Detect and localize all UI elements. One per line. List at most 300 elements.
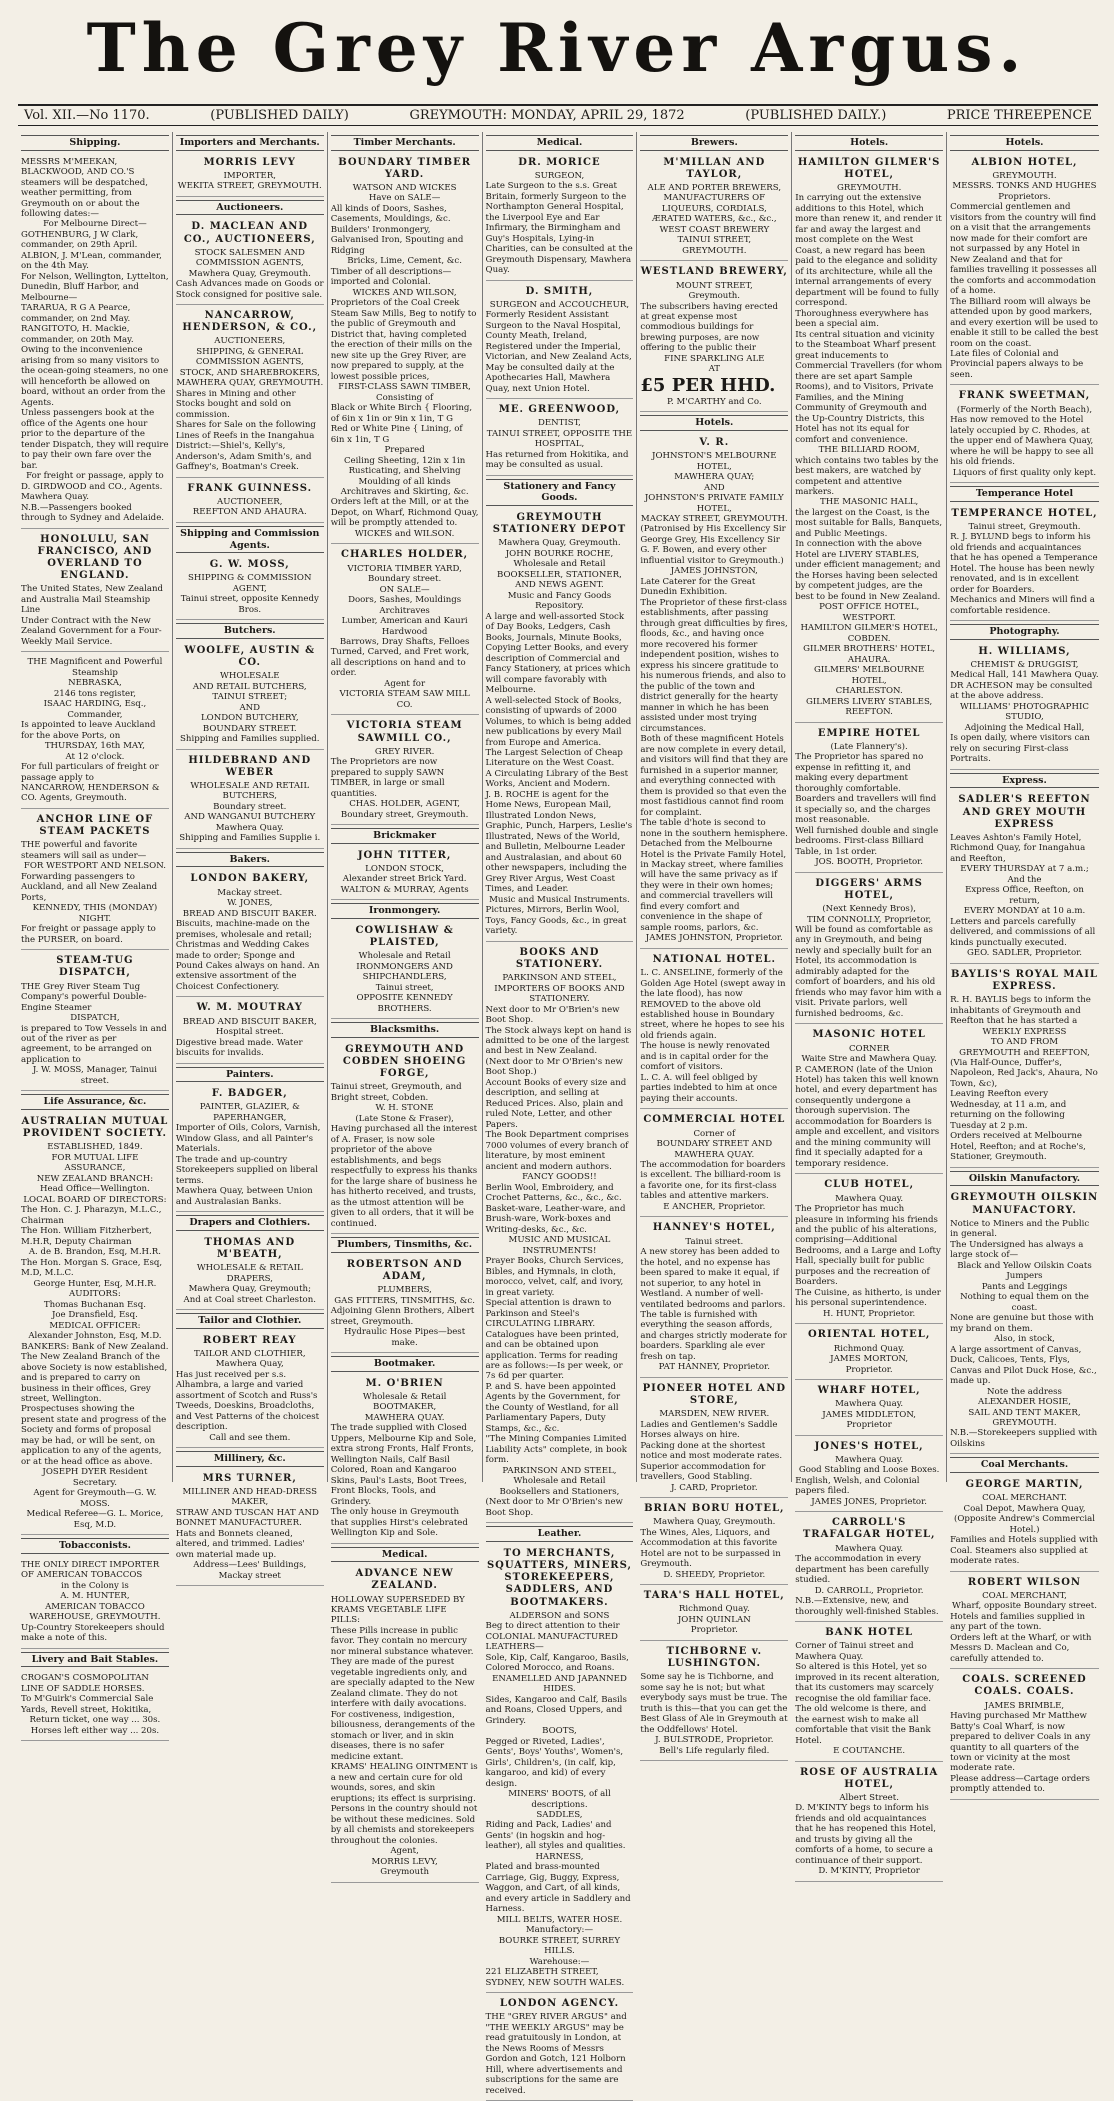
section-heading: Livery and Bait Stables.	[21, 1652, 169, 1668]
advertisement-line: Prospectuses showing the present state and progress of the Society and forms of proposal may be had, or will be sent, on application to any of the agents, or at the head office as above.	[21, 1404, 167, 1467]
advertisement-line: (Via Half-Ounce, Duffer's, Napoleon, Red Jack's, Ahaura, No Town, &c),	[950, 1058, 1098, 1089]
advertisement-line: Proprietors of the Coal Creek Steam Saw Mills, Beg to notify to the public of Greymouth and District that, having completed the erection of their mills on the new site up the Grey River, are now prepared to supply, at the lowest possible prices,	[330, 298, 477, 382]
advertisement	[486, 1545, 634, 1993]
advertisement	[795, 1326, 943, 1380]
advertisement-title: V. R.	[699, 436, 730, 448]
advertisement	[331, 1256, 479, 1353]
advertisement-line: GILMERS' MELBOURNE HOTEL,	[813, 665, 925, 686]
advertisement-line: P. CAMERON (late of the Union Hotel) has taken this well known hotel, and every department has consequently undergone a thorough supervision. The accommodation for Boarders is ample and excellent, and visitors and the mining community will find it specially adapted for a temporary residence.	[795, 1064, 940, 1169]
advertisement	[795, 154, 943, 723]
advertisement-line: TAINUI STREET,	[677, 235, 752, 246]
advertisement-title: COWLISHAW & PLAISTED,	[355, 924, 454, 949]
advertisement-line: SADDLES,	[536, 1809, 583, 1820]
advertisement-line: Have on SALE—	[368, 193, 441, 204]
advertisement-line: W. H. STONE	[375, 1103, 434, 1114]
advertisement-title: SADLER'S REEFTON AND GREY MOUTH EXPRESS	[958, 794, 1091, 830]
advertisement-line: FANCY GOODS!!	[522, 1172, 597, 1183]
column-1	[18, 132, 173, 1736]
advertisement-line: N.B.—Extensive, new, and thoroughly well-finished Stables.	[795, 1596, 939, 1617]
advertisement	[21, 531, 169, 653]
advertisement-line: 221 ELIZABETH STREET, SYDNEY, NEW SOUTH WALES.	[485, 1967, 625, 1988]
advertisement	[640, 1380, 788, 1498]
advertisement-line: MILL BELTS, WATER HOSE.	[496, 1914, 623, 1925]
advertisement-line: Return ticket, one way ... 30s.	[29, 1715, 161, 1726]
advertisement-line: For Melbourne Direct—	[43, 219, 147, 230]
advertisement-line: Turned, Carved, and Fret work, all descriptions on hand and to order.	[330, 647, 470, 679]
advertisement-line: AUCTIONEERS,	[214, 336, 286, 347]
advertisement-line: MUSIC AND MUSICAL INSTRUMENTS!	[508, 1235, 611, 1256]
advertisement-line: Bell's Life regularly filed.	[659, 1745, 770, 1756]
advertisement-line: The Proprietors are now prepared to supply SAWN TIMBER, in large or small quantities.	[330, 757, 445, 799]
advertisement-title: ANCHOR LINE OF STEAM PACKETS	[36, 813, 154, 838]
advertisement-line: NANCARROW, HENDERSON & CO. Agents, Greymouth.	[21, 783, 160, 804]
advertisement-line: For freight or passage, apply to	[26, 471, 164, 482]
advertisement-title: ROSE OF AUSTRALIA HOTEL,	[799, 1766, 939, 1790]
advertisement-line: (Late Stone & Fraser),	[355, 1113, 454, 1124]
advertisement-line: JOHNSTON'S MELBOURNE HOTEL,	[652, 451, 777, 472]
advertisement-line: TAINUI STREET, OPPOSITE THE HOSPITAL,	[486, 428, 633, 450]
advertisement-line: Under Contract with the New Zealand Government for a Four-Weekly Mail Service.	[21, 615, 162, 647]
advertisement-line: Will be found as comfortable as any in Greymouth, and being newly and specially built for an Hotel, its accommodation is admirably adapted for the comfort of boarders, and his old friends who may favor him with a visit. Private parlors, well furnished bedrooms, &c.	[795, 925, 942, 1019]
advertisement-line: Greymouth.	[688, 291, 741, 302]
advertisement-line: Please address—Cartage orders promptly attended to.	[950, 1773, 1090, 1795]
advertisement	[176, 307, 324, 478]
advertisement-line: Is open daily, where visitors can rely on securing First-class Portraits.	[950, 733, 1090, 765]
section-heading: Painters.	[176, 1067, 324, 1083]
advertisement	[950, 505, 1099, 622]
advertisement-title: HAMILTON GILMER'S HOTEL,	[797, 156, 941, 180]
column-2	[173, 132, 328, 1581]
advertisement-title: M'MILLAN AND TAYLOR,	[663, 156, 766, 180]
advertisement-line: GREYMOUTH.	[992, 1418, 1057, 1428]
advertisement-line: GREYMOUTH.	[836, 182, 902, 193]
advertisement-line: A new storey has been added to the hotel, and no expense has been spared to make it equal, if not superior, to any hotel in Westland. A number of well-ventilated bedrooms and parlors. The table is furnished with everything the season affords, and charges strictly moderate for boarders. Sparkling ale ever fresh on tap.	[640, 1247, 787, 1362]
advertisement-line: J. W. MOSS, Manager, Tainui street.	[32, 1065, 158, 1086]
advertisement-line: Having purchased all the interest of A. Fraser, is now sole proprietor of the above establishments, and begs respectfully to express his thanks for the large share of business he has hitherto received, and trusts, as the utmost attention will be given to all orders, that it will be continued.	[330, 1124, 478, 1229]
advertisement-line: W. JONES,	[227, 898, 273, 909]
advertisement-line: THE powerful and favorite steamers will sail as under—	[21, 840, 147, 861]
advertisement-line: MESSRS M'MEEKAN, BLACKWOOD, AND CO.'S steamers will be despatched, weather permitting, from Greymouth on or about the following dates:—	[21, 156, 148, 219]
advertisement	[331, 1375, 479, 1544]
advertisement	[950, 387, 1099, 483]
advertisement-line: J. B. ROCHE is agent for the Home News, European Mail, Illustrated London News, Graphic, Punch, Harpers, Leslie's Illustrated, News of the World, and Bulletin, Melbourne Leader and Australasian, and about 60 other newspapers, including the Grey River Argus, West Coast Times, and Leader.	[485, 789, 633, 895]
advertisement-line: Shares in Mining and other Stocks bought and sold on commission.	[175, 388, 296, 420]
advertisement	[331, 546, 479, 715]
advertisement-line: 2146 tons register,	[53, 688, 137, 699]
advertisement-title: TICHBORNE v. LUSHINGTON.	[666, 1645, 763, 1670]
advertisement-line: AND WANGANUI BUTCHERY	[184, 812, 316, 823]
advertisement-line: TARARUA, R G A Pearce, commander, on 2nd May.	[21, 303, 131, 324]
advertisement-line: EVERY THURSDAY at 7 a.m.;	[960, 864, 1089, 875]
advertisement-line: Agent for Greymouth—G. W. MOSS.	[33, 1488, 157, 1509]
section-heading: Coal Merchants.	[950, 1457, 1099, 1473]
advertisement-title: BOUNDARY TIMBER YARD.	[338, 156, 472, 180]
advertisement-line: Mawhera Quay.	[835, 1543, 904, 1554]
advertisement-line: AND RETAIL BUTCHERS,	[192, 681, 307, 692]
advertisement-line: HARNESS,	[535, 1851, 584, 1862]
advertisement	[795, 1624, 943, 1762]
advertisement	[21, 811, 169, 950]
advertisement-line: STOCK, AND SHAREBROKERS,	[179, 367, 320, 378]
advertisement	[486, 154, 634, 281]
advertisement-line: PLUMBERS,	[377, 1285, 432, 1296]
section-heading: Life Assurance, &c.	[21, 1094, 169, 1110]
advertisement-title: EMPIRE HOTEL	[817, 727, 921, 739]
advertisement-line: Medical Referee—G. L. Morice, Esq, M.D.	[26, 1509, 164, 1530]
advertisement-title: FRANK SWEETMAN,	[958, 390, 1091, 402]
advertisement-title: M. O'BRIEN	[365, 1377, 444, 1389]
advertisement	[331, 1041, 479, 1234]
volume-number: Vol. XII.—No 1170.	[24, 108, 150, 123]
advertisement	[21, 654, 169, 809]
advertisement-line: Liquors of first quality only kept.	[952, 467, 1097, 478]
advertisement-line: PAINTER, GLAZIER, & PAPERHANGER,	[199, 1102, 300, 1123]
advertisement-title: COALS. SCREENED COALS. COALS.	[962, 1674, 1087, 1698]
advertisement-line: BOUNDARY STREET.	[202, 723, 297, 734]
advertisement-line: Packing done at the shortest notice and most moderate rates.	[640, 1440, 783, 1462]
advertisement	[795, 725, 943, 873]
advertisement-line: E COUTANCHE.	[833, 1746, 906, 1757]
section-heading: Oilskin Manufactory.	[950, 1171, 1099, 1187]
advertisement-line: Beg to direct attention to their COLONIAL MANUFACTURED LEATHERS—	[485, 1621, 620, 1653]
advertisement-line: WHOLESALE	[220, 671, 280, 682]
advertisement-line: A. M. HUNTER,	[60, 1591, 130, 1602]
advertisement-line: ALDERSON and SONS	[509, 1610, 610, 1621]
section-heading: Hotels.	[950, 135, 1099, 151]
advertisement-line: The trade supplied with Closed Uppers, Melbourne Kip and Sole, extra strong Fronts, Half Fronts, Wellington Nails, Calf Basil Colored, Roan and Kangaroo Skins, Paul's Lasts, Boot Trees, Front Blocks, Tools, and Grindery.	[330, 1423, 477, 1507]
advertisement-title: F. BADGER,	[211, 1088, 288, 1100]
advertisement-line: HAMILTON GILMER'S HOTEL,	[800, 623, 938, 634]
advertisement-line: SHIPPING & COMMISSION AGENT,	[188, 573, 312, 594]
advertisement-line: AND	[239, 702, 261, 713]
advertisement	[176, 556, 324, 620]
advertisement-line: D. M'KINTY, Proprietor	[818, 1866, 920, 1877]
advertisement-line: Riding and Pack, Ladies' and Gents' (in hogskin and hog-leather), all styles and qualities.	[485, 1820, 626, 1852]
advertisement-line: Alexander Johnston, Esq, M.D.	[28, 1331, 162, 1342]
advertisement-line: Corner of	[693, 1128, 736, 1139]
advertisement-line: For Nelson, Wellington, Lyttelton, Dunedin, Bluff Harbor, and Melbourne—	[21, 271, 169, 303]
section-heading: Bakers.	[176, 852, 324, 868]
advertisement-line: Shares for Sale on the following Lines of Reefs in the Inangahua District:—Shiel's, Kelly's, Anderson's, Adam Smith's, and Gaffney's, Boatman's Creek.	[175, 420, 316, 473]
advertisement-line: FOR MUTUAL LIFE ASSURANCE,	[51, 1152, 139, 1174]
advertisement-line: THE ONLY DIRECT IMPORTER OF AMERICAN TOBACCOS	[21, 1559, 160, 1581]
advertisement-line: ISAAC HARDING, Esq., Commander,	[43, 699, 147, 720]
advertisement-line: Good Stabling and Loose Boxes.	[798, 1465, 940, 1476]
advertisement-line: H. HUNT, Proprietor.	[823, 1308, 916, 1319]
advertisement-line: MANUFACTURERS OF LIQUEURS, CORDIALS,	[661, 193, 767, 214]
advertisement-line: Adjoining Glenn Brothers, Albert street, Greymouth.	[330, 1306, 475, 1327]
advertisement-line: SAIL AND TENT MAKER,	[968, 1407, 1081, 1418]
advertisement-line: The Hon. C. J. Pharazyn, M.L.C., Chairman	[21, 1205, 162, 1226]
advertisement-line: (Patronised by His Excellency Sir George Grey, His Excellency Sir G. F. Bowen, and every other influential visitor to Greymouth.)	[640, 524, 786, 566]
advertisement-line: ENAMELLED AND JAPANNED HIDES.	[492, 1673, 627, 1695]
advertisement-line: MEDICAL OFFICER:	[49, 1320, 141, 1331]
advertisement-line: GEO. SADLER, Proprietor.	[966, 948, 1083, 959]
advertisement-title: BANK HOTEL	[825, 1627, 914, 1639]
advertisement-line: Prepared	[384, 445, 425, 456]
advertisement-line: Has now removed to the Hotel lately occupied by C. Rhodes, at the upper end of Mawhera Quay, where he will be happy to see all his old friends.	[950, 415, 1094, 468]
advertisement	[331, 1565, 479, 1882]
advertisement-line: The accommodation in every department has been carefully studied.	[795, 1554, 929, 1586]
advertisement-line: Nothing to equal them on the coast.	[960, 1292, 1089, 1313]
advertisement	[795, 1176, 943, 1324]
advertisement-title: TARA'S HALL HOTEL,	[643, 1590, 785, 1602]
advertisement-line: At 12 o'clock.	[65, 751, 125, 762]
advertisement	[21, 952, 169, 1091]
advertisement-line: Tainui street, Greymouth, and Bright street, Cobden.	[330, 1082, 462, 1103]
advertisement-title: BRIAN BORU HOTEL,	[644, 1503, 785, 1515]
advertisement-title: JONES'S HOTEL,	[814, 1440, 924, 1452]
advertisement-line: In carrying out the extensive additions to this Hotel, which more than renew it, and render it far and away the largest and most complete on the West Coast, a new regard has been paid to the elegance and solidity of its architecture, while all the internal arrangements of every department will be found to fully correspond.	[795, 193, 942, 309]
advertisement-line: IMPORTER,	[223, 170, 277, 181]
advertisement-line: Wholesale and Retail	[358, 951, 451, 962]
advertisement-line: (Next door to Mr O'Brien's new Boot Shop.)	[485, 1056, 623, 1078]
advertisement-title: BAYLIS'S ROYAL MAIL EXPRESS.	[951, 968, 1098, 992]
section-heading: Medical.	[331, 1547, 479, 1563]
advertisement-line: JAMES JOHNSTON, Proprietor.	[645, 933, 783, 944]
advertisement-title: FRANK GUINNESS.	[187, 482, 313, 494]
advertisement-line: FINE SPARKLING ALE	[664, 353, 765, 364]
advertisement-line: J. BULSTRODE, Proprietor.	[655, 1735, 774, 1746]
advertisement-line: Adjoining the Medical Hall,	[964, 722, 1085, 733]
advertisement-line: SHIPPING, & GENERAL COMMISSION AGENTS,	[195, 346, 304, 368]
advertisement-line: Richmond Quay.	[833, 1343, 905, 1354]
advertisement-title: GREYMOUTH AND COBDEN SHOEING FORGE,	[342, 1043, 467, 1080]
advertisement-line: DISPATCH,	[70, 1013, 120, 1024]
section-heading: Temperance Hotel	[950, 486, 1099, 502]
advertisement-line: THE "GREY RIVER ARGUS" and "THE WEEKLY ARGUS" may be read gratuitously in London, at the News Rooms of Messrs Gordon and Gotch, 121 Holborn Hill, where advertisements and subscriptions for the same are received.	[485, 2012, 627, 2096]
advertisement-line: Having purchased Mr Matthew Batty's Coal Wharf, is now prepared to deliver Coals in any quantity to all quarters of the town or vicinity at the most moderate rate.	[950, 1711, 1091, 1774]
advertisement-line: The Stock always kept on hand is admitted to be one of the largest and best in New Zealand.	[485, 1025, 632, 1057]
advertisement-line: The Wines, Ales, Liquors, and Accommodation at this favorite Hotel are not to be surpassed in Greymouth.	[640, 1527, 781, 1570]
advertisement-line: TAINUI STREET;	[212, 692, 288, 703]
advertisement-title: HANNEY'S HOTEL,	[652, 1222, 776, 1234]
advertisement-line: BOUNDARY STREET AND MAWHERA QUAY.	[656, 1139, 773, 1160]
advertisement	[176, 1332, 324, 1449]
advertisement	[795, 1026, 943, 1174]
advertisement-line: Also, in stock,	[994, 1334, 1055, 1345]
advertisement	[21, 1557, 169, 1649]
advertisement	[795, 1514, 943, 1622]
advertisement-line: Plated and brass-mounted Carriage, Gig, Buggy, Express, Waggon, and Cart, of all kinds, and every article in Saddlery and Harness.	[485, 1862, 631, 1915]
advertisement-title: W. M. MOUTRAY	[196, 1002, 303, 1014]
advertisement-line: Black and Yellow Oilskin Coats	[957, 1260, 1092, 1271]
advertisement-line: TIM CONNOLLY, Proprietor,	[806, 914, 932, 925]
advertisement-line: SURGEON,	[534, 170, 585, 181]
advertisement-title: CLUB HOTEL,	[824, 1179, 915, 1191]
advertisement	[176, 1470, 324, 1587]
advertisement-line: A. de B. Brandon, Esq, M.H.R.	[28, 1247, 161, 1258]
advertisement-line: Well furnished double and single bedrooms. First-class Billiard Table, in 1st order.	[795, 825, 939, 857]
advertisement-line: Wharf, opposite Boundary street.	[952, 1601, 1097, 1612]
advertisement	[176, 480, 324, 523]
advertisement-line: Architraves	[379, 605, 430, 616]
advertisement-line: Head Office—Wellington.	[40, 1184, 150, 1195]
advertisement-line: Hotels and families supplied in any part of the town.	[950, 1611, 1086, 1633]
advertisement-line: Orders left at the Mill, or at the Depot, on Wharf, Richmond Quay, will be promptly attended to.	[330, 497, 479, 529]
advertisement-line: To M'Guirk's Commercial Sale Yards, Revell street, Hokitika,	[21, 1694, 154, 1715]
advertisement-line: The Proprietor of these first-class establishments, after passing through great difficulties by fires, floods, &c., and having once more recovered his former independent position, wishes to express his sincere gratitude to his numerous friends, and also to the public of the town and district generally for the hearty manner in which he has been assisted under most trying circumstances.	[640, 597, 788, 734]
advertisement-line: CHARLESTON.	[835, 686, 903, 697]
advertisement-line: (Late Flannery's).	[830, 741, 908, 752]
advertisement	[640, 1111, 788, 1217]
advertisement-line: JOSEPH DYER Resident Secretary.	[42, 1467, 148, 1488]
advertisement	[950, 154, 1099, 386]
advertisement-line: Boundary street.	[368, 574, 442, 585]
advertisement-line: WEST COAST BREWERY	[659, 224, 770, 235]
advertisement-line: (Formerly of the North Beach),	[956, 404, 1093, 415]
advertisement-line: Horses left either way ... 20s.	[30, 1725, 160, 1736]
advertisement-line: The Book Department comprises 7000 volumes of every branch of literature, by most eminent ancient and modern authors.	[485, 1130, 629, 1172]
advertisement-line: The subscribers having erected at great expense most commodious buildings for brewing purposes, are now offering to the public their	[640, 301, 778, 354]
advertisement-line: So altered is this Hotel, yet so improved in its recent alteration, that its customers may scarcely recognise the old familiar face. The old welcome is there, and the earnest wish to make all comfortable that visit the Bank Hotel.	[795, 1662, 940, 1746]
advertisement-line: MOUNT STREET,	[675, 280, 753, 291]
advertisement-title: VICTORIA STEAM SAWMILL CO.,	[346, 720, 463, 744]
advertisement	[795, 1764, 943, 1882]
advertisement-line: Waite Stre and Mawhera Quay.	[801, 1054, 937, 1065]
advertisement-line: Orders left at the Wharf, or with Messrs D. Maclean and Co, carefully attended to.	[950, 1632, 1092, 1664]
advertisement-line: Black or White Birch { Flooring, of 6in x 1in or 9in x 1in, T G	[330, 403, 473, 424]
advertisement-line: Coal Depot, Mawhera Quay,	[963, 1503, 1086, 1514]
advertisement-line: A large assortment of Canvas, Duck, Calicoes, Tents, Flys, Canvas and Pilot Duck Hose, &c., made up.	[950, 1344, 1097, 1387]
advertisement-line: STOCK SALESMEN AND COMMISSION AGENTS,	[194, 247, 305, 269]
advertisement-line: GILMER BROTHERS' HOTEL,	[803, 644, 936, 655]
section-heading: Photography.	[950, 624, 1099, 640]
advertisement-line: Letters and parcels carefully delivered, and commissions of all kinds punctually executed.	[950, 916, 1096, 948]
advertisement-line: These Pills increase in public favor. They contain no mercury nor mineral substance whatever. They are made of the purest vegetable ingredients only, and are specially adapted to the New Zealand climate. They do not interfere with daily avocations. For costiveness, indigestion, biliousness, derangements of the stomach or liver, and in skin diseases, there is no safer medicine extant.	[330, 1625, 475, 1762]
advertisement-title: G. W. MOSS,	[209, 559, 290, 571]
advertisement-line: Shipping and Families supplied.	[180, 734, 320, 745]
advertisement-line: BREAD AND BISCUIT BAKER.	[182, 908, 317, 919]
advertisement	[640, 1587, 788, 1641]
advertisement-line: Warehouse:—	[529, 1956, 590, 1967]
advertisement-line: And the	[1007, 874, 1042, 885]
advertisement-line: Mawhera Quay, Greymouth.	[653, 1517, 776, 1528]
advertisement-line: Owing to the inconvenience arising from so many visitors to the ocean-going steamers, no one will henceforth be allowed on board, without an order from the Agents.	[21, 345, 169, 408]
section-heading: Shipping.	[21, 135, 169, 151]
advertisement-line: BOURKE STREET, SURREY HILLS.	[498, 1935, 621, 1957]
advertisement-line: BOOTS,	[542, 1726, 577, 1737]
advertisement-line: REEFTON.	[845, 707, 893, 718]
advertisement-line: Wholesale and Retail	[513, 559, 606, 570]
advertisement-line: Hydraulic Hose Pipes—best make.	[344, 1327, 466, 1348]
advertisement-line: Formerly Resident Assistant Surgeon to the Naval Hospital, County Meath, Ireland,	[485, 310, 621, 342]
advertisement	[950, 966, 1099, 1168]
dateline	[18, 104, 1098, 126]
advertisement-line: BOOKSELLER, STATIONER, AND NEWS AGENT.	[497, 569, 622, 591]
advertisement-line: Pants and Leggings	[981, 1281, 1068, 1292]
advertisement-line: JAMES BRIMBLE,	[984, 1700, 1065, 1711]
section-heading: Brickmaker	[331, 828, 479, 844]
advertisement-line: MAWHERA QUAY, GREYMOUTH.	[176, 378, 324, 389]
advertisement-line: WATSON AND WICKES	[352, 182, 457, 193]
advertisement-title: CARROLL'S TRAFALGAR HOTEL,	[802, 1517, 936, 1541]
advertisement-line: JAMES MIDDLETON,	[822, 1409, 917, 1420]
advertisement-line: The house is newly renovated and is in capital order for the comfort of visitors.	[640, 1041, 771, 1073]
advertisement-line: The Hon. William Fitzherbert, M.H.R, Deputy Chairman	[21, 1226, 152, 1247]
advertisement	[795, 1438, 943, 1513]
advertisement	[486, 1995, 634, 2101]
advertisement-line: WESTPORT.	[842, 612, 896, 623]
advertisement-line: IRONMONGERS AND SHIPCHANDLERS,	[356, 961, 453, 983]
advertisement-line: The Largest Selection of Cheap Literature on the West Coast.	[485, 747, 623, 769]
advertisement	[176, 752, 324, 849]
advertisement-title: ROBERT WILSON	[967, 1576, 1082, 1588]
advertisement-line: Unless passengers book at the office of the Agents one hour prior to the departure of the tender Dispatch, they will require to pay their own fare over the bar.	[21, 408, 169, 471]
advertisement-title: STEAM-TUG DISPATCH,	[56, 955, 134, 979]
advertisement-line: WICKES AND WILSON,	[352, 287, 457, 298]
advertisement	[795, 875, 943, 1025]
advertisement-line: D. SHEEDY, Proprietor.	[663, 1569, 766, 1580]
advertisement-line: Registered under the Imperial, Victorian, and New Zealand Acts,	[485, 341, 632, 363]
advertisement-line: DENTIST,	[538, 418, 581, 429]
section-heading: Medical.	[486, 135, 634, 151]
price: PRICE THREEPENCE	[946, 108, 1092, 123]
advertisement-line: WEEKLY EXPRESS	[982, 1026, 1067, 1037]
advertisement-line: Has returned from Hokitika, and may be consulted as usual.	[485, 449, 629, 471]
section-heading: Ironmongery.	[331, 903, 479, 919]
advertisement-line: Red or White Pine { Lining, of 6in x 1in, T G	[330, 424, 463, 445]
advertisement-line: COAL MERCHANT,	[982, 1590, 1067, 1601]
section-heading: Butchers.	[176, 623, 324, 639]
advertisement-line: Tainui street.	[685, 1236, 744, 1247]
advertisement-line: PAT HANNEY, Proprietor.	[658, 1362, 770, 1373]
advertisement-line: MINERS' BOOTS, of all descriptions.	[508, 1789, 611, 1810]
advertisement-line: Sides, Kangaroo and Calf, Basils and Roans, Closed Uppers, and Grindery.	[485, 1694, 627, 1726]
columns	[18, 132, 1102, 2096]
advertisement-title: TO MERCHANTS, SQUATTERS, MINERS, STOREKEEPERS, SADDLERS, AND BOOTMAKERS.	[486, 1547, 632, 1608]
section-heading: Blacksmiths.	[331, 1022, 479, 1038]
advertisement-title: WESTLAND BREWERY,	[640, 266, 788, 278]
advertisement-line: In connection with the above Hotel are LIVERY STABLES,	[795, 539, 922, 560]
advertisement	[176, 154, 324, 197]
advertisement-line: HOLLOWAY SUPERSEDED BY KRAMS VEGETABLE LIFE PILLS:	[330, 1594, 465, 1626]
advertisement-line: Agent for	[384, 678, 426, 689]
advertisement	[950, 791, 1099, 963]
advertisement-line: Orders received at Melbourne Hotel, Reefton; and at Roche's, Stationer, Greymouth.	[950, 1131, 1086, 1163]
advertisement-title: THOMAS AND M'BEATH,	[204, 1236, 296, 1260]
advertisement-line: D. M'KINTY begs to inform his friends and old acquaintances that he has reopened this Hotel, and trusts by giving all the comforts of a home, to secure a continuance of their support.	[795, 1803, 937, 1866]
advertisement-line: Mawhera Quay.	[835, 1399, 904, 1410]
advertisement-line: Late Caterer for the Great Dunedin Exhibition.	[640, 576, 756, 598]
advertisement-line: Mawhera Quay, Greymouth.	[188, 268, 311, 279]
advertisement-line: Albert Street.	[839, 1792, 899, 1803]
advertisement-title: H. WILLIAMS,	[978, 645, 1071, 657]
advertisement-line: MACKAY STREET, GREYMOUTH.	[640, 514, 788, 524]
advertisement-line: R. H. BAYLIS begs to inform the inhabitants of Greymouth and Reefton that he has started a	[950, 995, 1091, 1027]
advertisement-line: Rusticating, and Shelving	[348, 466, 461, 477]
advertisement-line: Next door to Mr O'Brien's new Boot Shop.	[485, 1004, 620, 1026]
advertisement-title: MRS TURNER,	[202, 1472, 297, 1484]
advertisement-line: CHEMIST & DRUGGIST,	[970, 659, 1079, 670]
advertisement-title: ADVANCE NEW ZEALAND.	[355, 1568, 454, 1592]
advertisement	[640, 434, 788, 949]
advertisement-line: Families and Hotels supplied with Coal. Steamers also supplied at moderate rates.	[950, 1535, 1099, 1567]
advertisement-line: Mawhera Quay, Greymouth.	[498, 538, 621, 549]
advertisement-line: Wholesale and Retail	[513, 1476, 606, 1487]
advertisement-line: ESTABLISHED, 1849.	[47, 1142, 143, 1153]
advertisement-line: Corner of Tainui street and Mawhera Quay.	[795, 1641, 914, 1662]
advertisement-line: AUCTIONEER,	[217, 496, 283, 507]
advertisement-line: JOHN BOURKE ROCHE,	[505, 548, 614, 559]
advertisement-line: The Cuisine, as hitherto, is under his personal superintendence.	[795, 1287, 941, 1309]
advertisement	[486, 283, 634, 400]
advertisement-line: Biscuits, machine-made on the premises, wholesale and retail; Christmas and Wedding Cakes made to order; Sponge and Pound Cakes always on hand. An extensive assortment of the Choicest Confectionery.	[175, 919, 320, 992]
advertisement-line: Special attention is drawn to Parkinson and Steel's CIRCULATING LIBRARY. Catalogues have been printed, and can be obtained upon application. Terms for reading are as follows:—Is per week, or 7s 6d per quarter.	[485, 1298, 623, 1382]
advertisement-line: The Hon. Morgan S. Grace, Esq, M.D, M.L.C.	[21, 1257, 163, 1279]
section-heading: Auctioneers.	[176, 200, 324, 216]
advertisement-line: KENNEDY, THIS (MONDAY) NIGHT.	[32, 903, 158, 924]
